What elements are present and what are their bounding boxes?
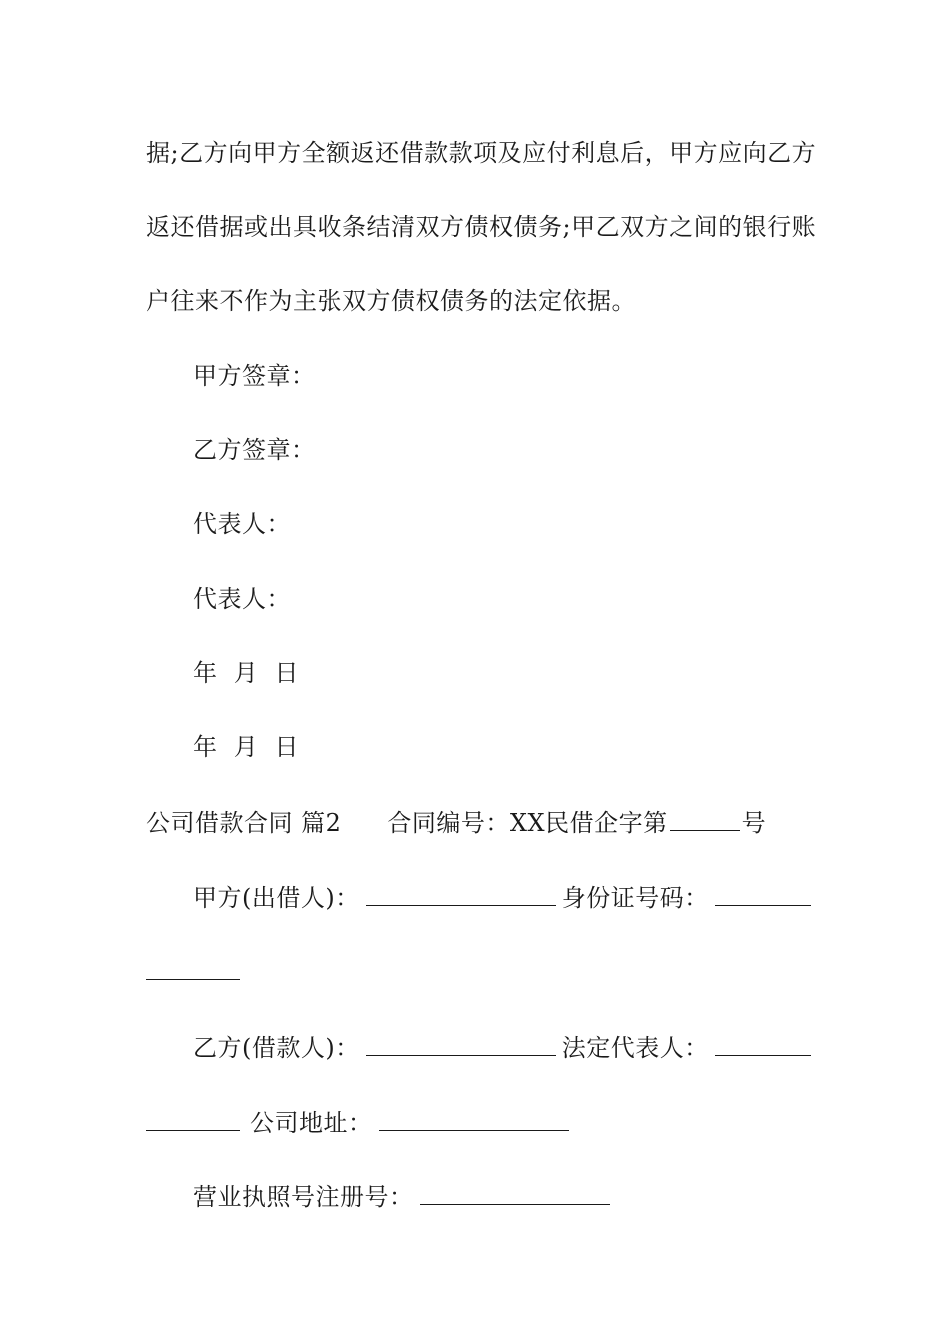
legal-representative-blank: [715, 1033, 811, 1056]
contract-number-blank: [670, 808, 740, 831]
paragraph-line-1: 据;乙方向甲方全额返还借款款项及应付利息后，甲方应向乙方: [146, 139, 817, 167]
representative-a-label: 代表人：: [193, 510, 291, 538]
business-license-line: [193, 1181, 616, 1213]
lender-name-blank: [366, 883, 556, 906]
business-license-label: 营业执照号注册号：: [193, 1183, 414, 1211]
company-address-label: 公司地址：: [250, 1109, 373, 1137]
id-number-blank: [715, 883, 811, 906]
business-license-blank: [420, 1182, 610, 1205]
contract-number-suffix: 号: [741, 809, 767, 837]
party-b-seal-label: 乙方签章：: [193, 436, 316, 464]
borrower-name-blank: [366, 1033, 556, 1056]
contract-2-title: 公司借款合同 篇2: [146, 809, 342, 837]
date-b-label: 年 月 日: [193, 733, 300, 761]
id-number-blank-continued: [146, 957, 240, 980]
lender-label: 甲方(出借人)：: [193, 884, 360, 912]
company-address-blank: [379, 1108, 569, 1131]
borrower-label: 乙方(借款人)：: [193, 1034, 360, 1062]
contract-2-heading-line: [146, 807, 766, 839]
legal-representative-label: 法定代表人：: [561, 1034, 709, 1062]
borrower-line: [193, 1032, 811, 1064]
paragraph-line-2: 返还借据或出具收条结清双方债权债务;甲乙双方之间的银行账: [146, 213, 817, 241]
lender-line: [193, 882, 811, 914]
legal-representative-blank-continued: [146, 1108, 240, 1131]
contract-number-prefix: 合同编号：XX民借企字第: [387, 809, 668, 837]
id-number-continuation: [146, 956, 240, 988]
id-number-label: 身份证号码：: [561, 884, 709, 912]
paragraph-line-3: 户往来不作为主张双方债权债务的法定依据。: [146, 287, 636, 315]
representative-b-label: 代表人：: [193, 585, 291, 613]
address-line: [146, 1107, 575, 1139]
party-a-seal-label: 甲方签章：: [193, 362, 316, 390]
date-a-label: 年 月 日: [193, 659, 300, 687]
